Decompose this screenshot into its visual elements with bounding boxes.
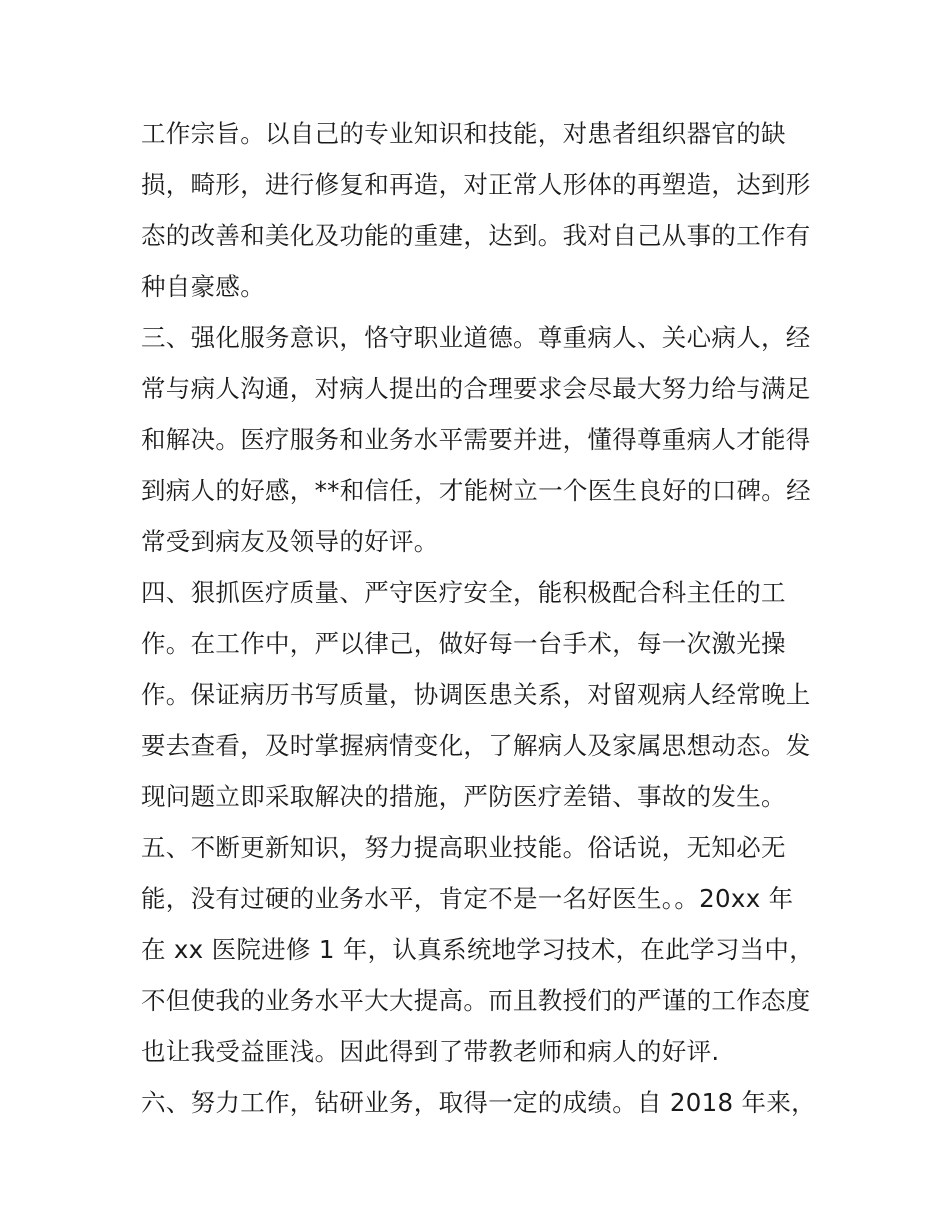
text-line: 常受到病友及领导的好评。: [141, 527, 439, 556]
text-line: 要去查看，及时掌握病情变化，了解病人及家属思想动态。发: [141, 731, 811, 760]
text-line: 在 xx 医院进修 1 年，认真系统地学习技术，在此学习当中，: [141, 935, 815, 964]
text-line: 种自豪感。: [141, 272, 265, 301]
text-line: 常与病人沟通，对病人提出的合理要求会尽最大努力给与满足: [141, 374, 811, 403]
text-line: 不但使我的业务水平大大提高。而且教授们的严谨的工作态度: [141, 986, 811, 1015]
text-line: 也让我受益匪浅。因此得到了带教老师和病人的好评.: [141, 1037, 720, 1066]
text-line: 现问题立即采取解决的措施，严防医疗差错、事故的发生。: [141, 782, 786, 811]
text-line: 和解决。医疗服务和业务水平需要并进，懂得尊重病人才能得: [141, 425, 811, 454]
text-line: 工作宗旨。以自己的专业知识和技能，对患者组织器官的缺: [141, 119, 786, 148]
text-line: 五、不断更新知识，努力提高职业技能。俗话说，无知必无: [141, 833, 786, 862]
text-line: 态的改善和美化及功能的重建，达到。我对自己从事的工作有: [141, 221, 811, 250]
text-line: 作。保证病历书写质量，协调医患关系，对留观病人经常晚上: [141, 680, 811, 709]
text-line: 四、狠抓医疗质量、严守医疗安全，能积极配合科主任的工: [141, 578, 786, 607]
text-line: 作。在工作中，严以律己，做好每一台手术，每一次激光操: [141, 629, 786, 658]
text-line: 到病人的好感，**和信任，才能树立一个医生良好的口碑。经: [141, 476, 811, 505]
text-line: 损，畸形，进行修复和再造，对正常人形体的再塑造，达到形: [141, 170, 811, 199]
text-line: 六、努力工作，钻研业务，取得一定的成绩。自 2018 年来，: [141, 1088, 816, 1117]
document-body: [141, 108, 821, 1128]
text-line: 三、强化服务意识，恪守职业道德。尊重病人、关心病人，经: [141, 323, 811, 352]
text-line: 能，没有过硬的业务水平，肯定不是一名好医生。。20xx 年: [141, 884, 794, 913]
